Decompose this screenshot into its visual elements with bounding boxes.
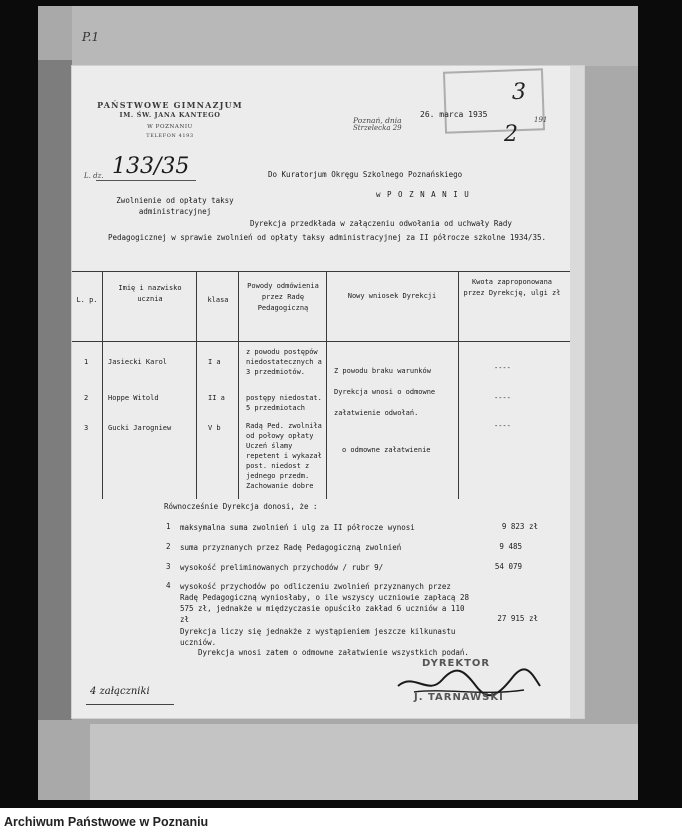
addressee: Do Kuratorjum Okręgu Szkolnego Poznańskiego <box>268 170 463 179</box>
header-new-request: Nowy wniosek Dyrekcji <box>347 292 437 300</box>
subject: Zwolnienie od opłaty taksy administracyjnej <box>116 196 234 216</box>
row3-name: Gucki Jarogniew <box>108 424 172 432</box>
signature-title: DYREKTOR <box>422 658 491 669</box>
summary-item-number: 2 <box>166 542 171 551</box>
closing-sentence: Dyrekcja wnosi zatem o odmowne załatwienie wszystkich podań. <box>198 648 469 657</box>
folder-top-sheet <box>72 6 638 66</box>
row3-class: V b <box>208 424 221 432</box>
row3-amount: ---- <box>494 422 511 430</box>
reference-line <box>96 180 196 181</box>
registry-stamp <box>443 68 548 133</box>
row3-request: o odmowne załatwienie <box>342 446 431 454</box>
row3-lp: 3 <box>84 424 89 432</box>
table-col-rule <box>238 271 239 499</box>
letterhead-school: PAŃSTWOWE GIMNAZJUM <box>97 100 243 110</box>
summary-note: Dyrekcja liczy się jednakże z wystąpieniem jeszcze kilkunastu uczniów. <box>180 627 456 647</box>
summary-item-number: 3 <box>166 562 171 571</box>
address-city: w P O Z N A N I U <box>376 190 470 199</box>
header-name: Imię i nazwisko ucznia <box>118 284 182 303</box>
year-prefix-printed: 191 <box>534 116 548 124</box>
table-col-rule <box>102 271 103 499</box>
row2-class: II a <box>208 394 225 402</box>
row1-request: Z powodu braku warunków Dyrekcja wnosi o odmowne załatwienie odwołań. <box>334 367 436 417</box>
row1-class: I a <box>208 358 221 366</box>
table-header-rule <box>72 341 570 342</box>
letter-date: 26. marca 1935 <box>420 110 488 119</box>
summary-title: Równocześnie Dyrekcja donosi, że : <box>164 502 318 511</box>
summary-item-text: maksymalna suma zwolnień i ulg za II półrocze wynosi <box>180 523 415 532</box>
header-class: klasa <box>207 296 229 304</box>
summary-item-value: 54 079 <box>494 562 522 571</box>
table-col-rule <box>196 271 197 499</box>
table-top-rule <box>72 271 570 272</box>
reference-number: 133/35 <box>112 154 190 179</box>
summary-item-value: 9 485 <box>499 542 522 551</box>
summary-item-text: suma przyznanych przez Radę Pedagogiczną zwolnień <box>180 543 402 552</box>
header-reasons: Powody odmówienia przez Radę Pedagogiczną <box>247 282 319 312</box>
letter-page <box>72 66 584 718</box>
corner-mark: P.1 <box>82 30 100 44</box>
place-label: Poznań, dnia <box>353 116 402 125</box>
appeals-table <box>72 271 584 503</box>
summary-item-value: 9 823 zł <box>501 522 538 531</box>
letterhead-phone: TELEFON 4193 <box>146 133 194 139</box>
attachments-underline <box>86 704 174 705</box>
handwritten-folio-number: 3 <box>512 80 526 105</box>
street-label: Strzelecka 29 <box>353 124 402 132</box>
row2-name: Hoppe Witold <box>108 394 159 402</box>
folder-spine <box>38 60 72 720</box>
row2-lp: 2 <box>84 394 89 402</box>
letterhead-city: W POZNANIU <box>147 124 193 130</box>
row1-amount: ---- <box>494 364 511 372</box>
summary-item-value: 27 915 zł <box>497 614 538 623</box>
summary-item-number: 4 <box>166 581 171 590</box>
reference-label: L. dz. <box>84 172 104 180</box>
signature-name: J. TARNAWSKI <box>414 692 504 703</box>
header-amount: Kwota zaproponowana przez Dyrekcję, ulgi zł <box>463 278 561 297</box>
row2-amount: ---- <box>494 394 511 402</box>
summary-item-number: 1 <box>166 522 171 531</box>
row2-reason: postępy niedostat. 5 przedmiotach <box>246 394 322 412</box>
handwritten-number: 2 <box>504 122 518 147</box>
row1-lp: 1 <box>84 358 89 366</box>
table-col-rule <box>458 271 459 499</box>
row1-name: Jasiecki Karol <box>108 358 168 366</box>
intro-paragraph: Dyrekcja przedkłada w załączeniu odwołania od uchwały Rady Pedagogicznej w sprawie zwolnień od opłaty taksy administracyjnej za II półrocze szkolne 1934/35. <box>108 219 546 242</box>
letterhead <box>80 100 260 139</box>
summary-item-text: wysokość preliminowanych przychodów / rubr 9/ <box>180 563 384 572</box>
summary-item-text: wysokość przychodów po odliczeniu zwolnień przyznanych przez Radę Pedagogiczną wyniosłaby, o ile wszyscy uczniowie zapłacą 28 575 zł, jednakże w międzyczasie opuściło zakład 6 uczniów a 110 zł <box>180 582 469 624</box>
row1-reason: z powodu postępów niedostatecznych a 3 przedmiotów. <box>246 348 322 376</box>
folder-bottom-sheet <box>90 724 638 800</box>
header-lp: L. p. <box>76 296 98 304</box>
archive-credit: Archiwum Państwowe w Poznaniu <box>4 815 209 829</box>
row3-reason: Radą Ped. zwolniła od połowy opłaty Uczeń ślamy repetent i wykazał post. niedost z jednego przedm. Zachowanie dobre <box>246 422 322 490</box>
attachments-note: 4 załączniki <box>90 686 150 697</box>
letterhead-patron: IM. ŚW. JANA KANTEGO <box>119 111 221 119</box>
